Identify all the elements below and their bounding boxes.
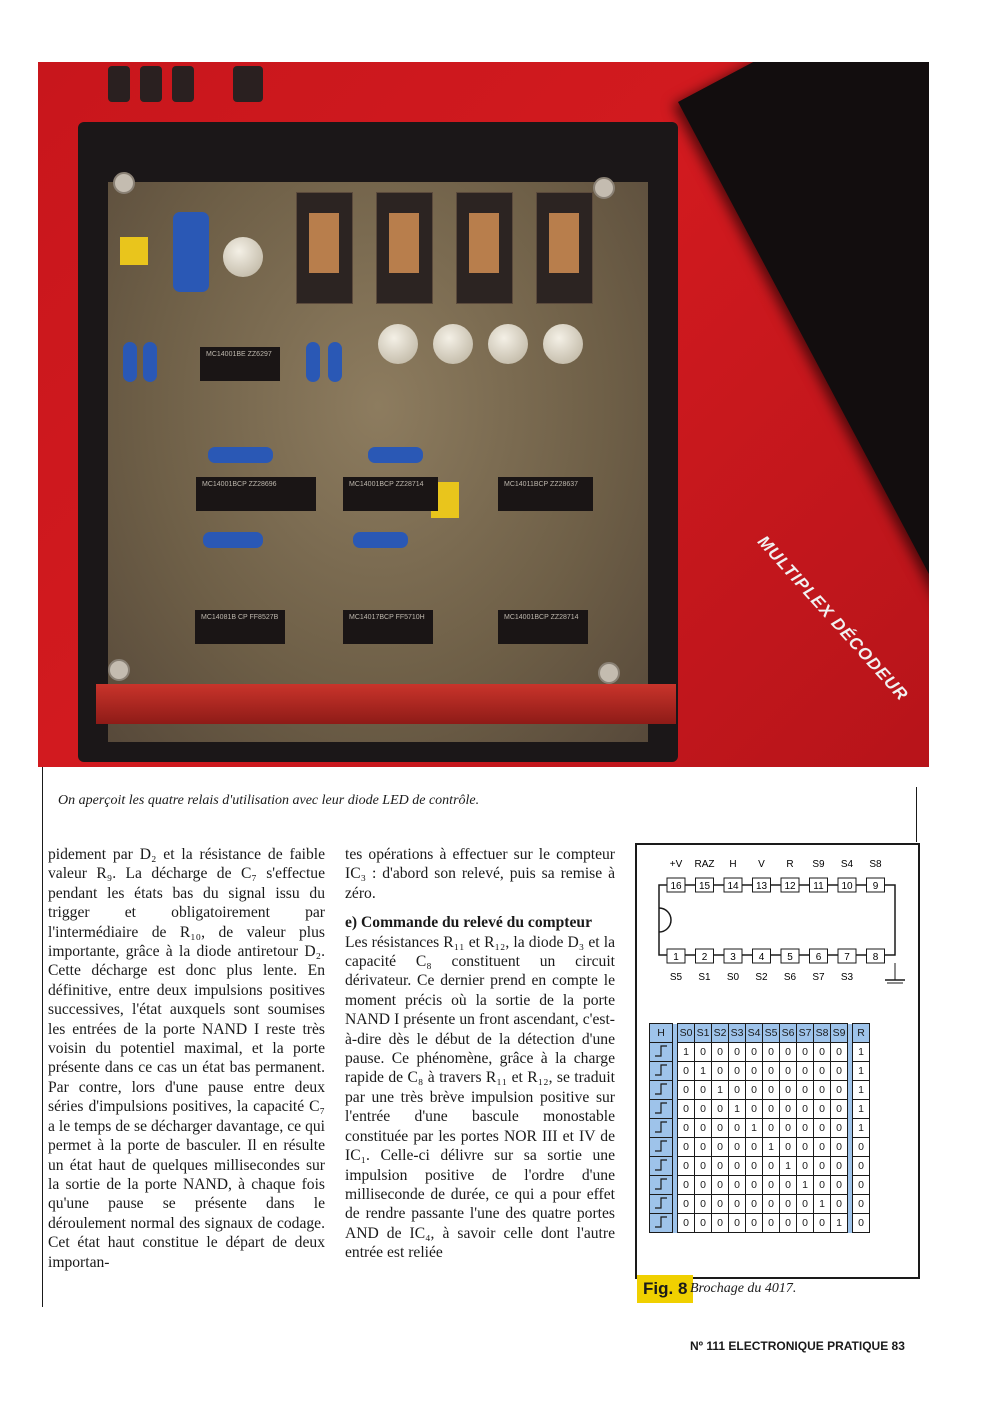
table-cell: 0: [797, 1100, 814, 1119]
lid-label: MULTIPLEX DÉCODEUR: [753, 532, 912, 705]
table-cell: 0: [678, 1157, 695, 1176]
transistor: [433, 324, 473, 364]
product-photo: [38, 62, 929, 767]
table-header-cell: S1: [695, 1024, 712, 1043]
ic-chip: MC14011BCP ZZ28637: [498, 477, 593, 511]
table-cell: 0: [678, 1062, 695, 1081]
clock-edge-icon: [650, 1138, 673, 1157]
section-heading: e) Commande du relevé du compteur: [345, 914, 593, 932]
table-cell: 0: [746, 1195, 763, 1214]
truth-table-wrap: [649, 1023, 870, 1233]
table-header-cell: S5: [763, 1024, 780, 1043]
capacitor: [203, 532, 263, 548]
photo-caption: On aperçoit les quatre relais d'utilisation avec leur diode LED de contrôle.: [58, 793, 480, 808]
bottom-pin-number: 7: [844, 952, 850, 963]
table-cell: 0: [831, 1157, 848, 1176]
table-cell: 0: [695, 1043, 712, 1062]
table-cell: 0: [695, 1157, 712, 1176]
table-row: [650, 1138, 870, 1157]
ic-chip: MC14017BCP FF5710H: [343, 610, 433, 644]
figure-tag: Fig. 8: [637, 1275, 693, 1303]
table-cell: 1: [853, 1062, 870, 1081]
table-cell: 0: [831, 1081, 848, 1100]
table-cell: 0: [729, 1176, 746, 1195]
table-cell: 0: [695, 1081, 712, 1100]
transistor: [223, 237, 263, 277]
paragraph: tes opérations à effectuer sur le compteur IC₃ : d'abord son relevé, puis sa remise à zéro.: [345, 846, 615, 902]
bottom-pin-number: 5: [787, 952, 793, 963]
text-column-1: [48, 845, 325, 1272]
table-cell: 0: [695, 1100, 712, 1119]
table-cell: 0: [831, 1176, 848, 1195]
table-cell: 0: [763, 1081, 780, 1100]
table-cell: 0: [729, 1214, 746, 1233]
table-cell: 0: [678, 1214, 695, 1233]
table-cell: 1: [797, 1176, 814, 1195]
ic-chip: MC14001BE ZZ6297: [200, 347, 280, 381]
page-footer: Nº 111 ELECTRONIQUE PRATIQUE 83: [690, 1339, 905, 1353]
top-pin-label: S4: [840, 859, 854, 870]
table-cell: 0: [712, 1195, 729, 1214]
table-cell: 1: [712, 1081, 729, 1100]
table-cell: 0: [763, 1157, 780, 1176]
table-cell: 1: [853, 1119, 870, 1138]
table-cell: 0: [831, 1138, 848, 1157]
table-cell: 0: [831, 1119, 848, 1138]
table-cell: 0: [780, 1214, 797, 1233]
table-row: [650, 1081, 870, 1100]
table-cell: 0: [746, 1176, 763, 1195]
relay: [536, 192, 593, 304]
table-cell: 0: [763, 1119, 780, 1138]
table-cell: 0: [780, 1100, 797, 1119]
front-panel: [96, 684, 676, 724]
table-header-cell: S9: [831, 1024, 848, 1043]
table-cell: 0: [853, 1214, 870, 1233]
table-cell: 0: [712, 1100, 729, 1119]
capacitor: [353, 532, 408, 548]
top-pin-label: RAZ: [694, 859, 715, 870]
table-cell: 0: [780, 1119, 797, 1138]
table-cell: 0: [729, 1119, 746, 1138]
clock-edge-icon: [650, 1176, 673, 1195]
electrolytic-capacitor: [173, 212, 209, 292]
pinout-diagram: [637, 845, 918, 1020]
top-pin-label: S9: [812, 859, 825, 870]
table-header-cell: H: [650, 1024, 673, 1043]
clock-edge-icon: [650, 1081, 673, 1100]
bottom-pin-number: 6: [815, 952, 822, 963]
table-cell: 1: [831, 1214, 848, 1233]
clock-edge-icon: [650, 1214, 673, 1233]
paragraph: pidement par D₂ et la résistance de faible valeur R₉. La décharge de C₇ s'effectue pendant les états bas du signal issu du trigger et obligatoirement par l'intermédiaire de R₁₀, de valeur plus importante, grâce à la diode antiretour D₂. Cette décharge est donc plus lente. En définitive, entre deux impulsions positives successives, l'état auxquels sont soumises les entrées de la porte NAND I reste très voisin du potentiel maximal, et la porte présente dans ce cas un état bas permanent. Par contre, lors d'une pause entre deux séries d'impulsions positives, la capacité C₇ a le temps de se décharger davantage, ce qui permet à la porte de basculer. Il en résulte un état haut de quelques millisecondes sur la sortie de la porte NAND, à chaque fois qu'une pause se présente dans le déroulement normal des signaux de codage. Cet état haut constitue le départ de deux importan-: [48, 846, 325, 1271]
bottom-pin-label: S2: [755, 972, 768, 983]
bottom-pin-label: S3: [840, 972, 854, 983]
top-pin-number: 14: [727, 881, 739, 892]
bottom-pin-label: S1: [698, 972, 711, 983]
table-cell: 0: [729, 1062, 746, 1081]
table-cell: 0: [729, 1043, 746, 1062]
table-cell: 0: [797, 1157, 814, 1176]
table-cell: 1: [678, 1043, 695, 1062]
top-pin-label: H: [729, 859, 737, 870]
table-cell: 0: [831, 1062, 848, 1081]
table-cell: 0: [797, 1081, 814, 1100]
clock-edge-icon: [650, 1062, 673, 1081]
clock-edge-icon: [650, 1195, 673, 1214]
table-cell: 0: [729, 1138, 746, 1157]
bottom-pin-number: 3: [730, 952, 736, 963]
table-row: [650, 1214, 870, 1233]
table-row: [650, 1176, 870, 1195]
table-cell: 0: [746, 1214, 763, 1233]
transistor: [488, 324, 528, 364]
table-cell: 0: [831, 1195, 848, 1214]
paragraph: Les résistances R₁₁ et R₁₂, la diode D₃ et la capacité C₈ constituent un circuit dérivateur. Ce dernier prend en compte le moment précis où la sortie de la porte NAND I présente un front ascendant, c'est-à-dire dès le début de la détection d'une pause. Ce phénomène, grâce à la charge rapide de C₈ à travers R₁₁ et R₁₂, se traduit par une très brève impulsion positive sur l'entrée d'une bascule monostable constituée par les portes NOR III et IV de IC₁. Celle-ci délivre sur sa sortie une impulsion positive de l'ordre d'une milliseconde de durée, ce qui a pour effet de rendre passante l'une des quatre portes AND de IC₄, à savoir celle dont l'autre entrée est reliée: [345, 933, 615, 1262]
table-cell: 1: [780, 1157, 797, 1176]
ic-chip: MC14001BCP ZZ28714: [498, 610, 588, 644]
table-cell: 1: [763, 1138, 780, 1157]
table-row: [650, 1157, 870, 1176]
table-cell: 0: [780, 1043, 797, 1062]
table-cell: 0: [695, 1214, 712, 1233]
table-cell: 0: [797, 1195, 814, 1214]
ic-chip: MC14001BCP ZZ28696: [196, 477, 316, 511]
table-header-cell: S6: [780, 1024, 797, 1043]
table-header-cell: S0: [678, 1024, 695, 1043]
relay: [376, 192, 433, 304]
table-row: [650, 1043, 870, 1062]
table-header-cell: S8: [814, 1024, 831, 1043]
screw: [113, 172, 135, 194]
table-row: [650, 1062, 870, 1081]
text-column-2: [345, 845, 615, 1263]
screw: [108, 659, 130, 681]
jack-connector: [108, 66, 130, 102]
screw: [598, 662, 620, 684]
capacitor: [143, 342, 157, 382]
table-cell: 0: [712, 1062, 729, 1081]
table-cell: 0: [853, 1195, 870, 1214]
top-pin-number: 15: [698, 881, 711, 892]
table-cell: 0: [780, 1138, 797, 1157]
table-cell: 1: [814, 1195, 831, 1214]
table-cell: 1: [746, 1119, 763, 1138]
table-cell: 0: [712, 1138, 729, 1157]
top-pin-number: 11: [813, 881, 824, 892]
bottom-pin-label: S7: [812, 972, 825, 983]
table-cell: 0: [797, 1043, 814, 1062]
bottom-pin-label: S5: [669, 972, 683, 983]
jack-connector: [140, 66, 162, 102]
top-pin-number: 12: [784, 881, 796, 892]
clock-edge-icon: [650, 1119, 673, 1138]
table-cell: 0: [695, 1119, 712, 1138]
table-cell: 0: [780, 1176, 797, 1195]
table-cell: 0: [814, 1176, 831, 1195]
table-cell: 0: [814, 1138, 831, 1157]
bottom-pin-label: S6: [783, 972, 797, 983]
table-cell: 0: [780, 1081, 797, 1100]
ceramic-capacitor: [120, 237, 148, 265]
bottom-pin-label: S0: [726, 972, 740, 983]
table-cell: 0: [712, 1043, 729, 1062]
truth-table: [649, 1023, 870, 1233]
table-cell: 0: [763, 1214, 780, 1233]
table-cell: 0: [763, 1043, 780, 1062]
table-cell: 0: [814, 1043, 831, 1062]
table-cell: 0: [797, 1062, 814, 1081]
table-cell: 0: [678, 1138, 695, 1157]
table-cell: 0: [814, 1214, 831, 1233]
table-cell: 0: [831, 1043, 848, 1062]
relay: [456, 192, 513, 304]
table-cell: 0: [814, 1081, 831, 1100]
table-cell: 0: [746, 1138, 763, 1157]
figure-caption: Brochage du 4017.: [690, 1281, 797, 1296]
table-header-cell: R: [853, 1024, 870, 1043]
table-cell: 0: [712, 1119, 729, 1138]
table-row: [650, 1100, 870, 1119]
clock-edge-icon: [650, 1157, 673, 1176]
table-cell: 0: [678, 1081, 695, 1100]
table-cell: 0: [695, 1138, 712, 1157]
table-cell: 0: [831, 1100, 848, 1119]
table-row: [650, 1119, 870, 1138]
table-cell: 0: [853, 1138, 870, 1157]
table-header-cell: S2: [712, 1024, 729, 1043]
table-cell: 0: [746, 1157, 763, 1176]
table-cell: 0: [746, 1062, 763, 1081]
table-cell: 0: [814, 1119, 831, 1138]
table-cell: 0: [797, 1138, 814, 1157]
screw: [593, 177, 615, 199]
table-cell: 0: [729, 1157, 746, 1176]
capacitor: [123, 342, 137, 382]
top-pin-number: 16: [670, 881, 682, 892]
table-row: [650, 1195, 870, 1214]
top-pin-label: V: [758, 859, 765, 870]
table-cell: 0: [853, 1157, 870, 1176]
top-pin-number: 10: [841, 881, 853, 892]
table-cell: 0: [678, 1176, 695, 1195]
bottom-pin-number: 1: [673, 952, 679, 963]
table-cell: 0: [746, 1100, 763, 1119]
figure-4017: [635, 843, 920, 1279]
table-cell: 0: [763, 1100, 780, 1119]
table-cell: 0: [763, 1062, 780, 1081]
table-cell: 0: [853, 1176, 870, 1195]
table-cell: 0: [695, 1176, 712, 1195]
table-cell: 0: [763, 1176, 780, 1195]
table-cell: 0: [797, 1119, 814, 1138]
table-cell: 0: [712, 1214, 729, 1233]
table-cell: 1: [853, 1100, 870, 1119]
table-cell: 0: [763, 1195, 780, 1214]
chip-body: [659, 885, 895, 955]
table-cell: 0: [797, 1214, 814, 1233]
clock-edge-icon: [650, 1043, 673, 1062]
column-rule: [42, 767, 43, 1307]
table-cell: 1: [695, 1062, 712, 1081]
transistor: [378, 324, 418, 364]
capacitor: [208, 447, 273, 463]
ic-chip: MC14081B CP FF8527B: [195, 610, 285, 644]
table-cell: 0: [814, 1157, 831, 1176]
bottom-pin-number: 4: [758, 952, 765, 963]
capacitor: [328, 342, 342, 382]
top-pin-number: 13: [755, 881, 768, 892]
table-header-cell: S7: [797, 1024, 814, 1043]
table-cell: 0: [780, 1195, 797, 1214]
relay: [296, 192, 353, 304]
jack-connector: [233, 66, 263, 102]
table-cell: 1: [853, 1081, 870, 1100]
top-pin-number: 9: [872, 881, 879, 892]
table-cell: 0: [814, 1100, 831, 1119]
capacitor: [306, 342, 320, 382]
table-header-cell: S4: [746, 1024, 763, 1043]
table-cell: 0: [729, 1081, 746, 1100]
top-pin-label: S8: [869, 859, 882, 870]
table-cell: 0: [695, 1195, 712, 1214]
table-cell: 1: [729, 1100, 746, 1119]
table-cell: 0: [712, 1176, 729, 1195]
bottom-pin-number: 8: [872, 952, 879, 963]
transistor: [543, 324, 583, 364]
table-cell: 1: [853, 1043, 870, 1062]
table-cell: 0: [746, 1081, 763, 1100]
top-pin-label: +V: [669, 859, 683, 870]
table-cell: 0: [678, 1100, 695, 1119]
table-cell: 0: [678, 1195, 695, 1214]
table-cell: 0: [746, 1043, 763, 1062]
case-lid: [678, 62, 929, 767]
ic-chip: MC14001BCP ZZ28714: [343, 477, 438, 511]
table-cell: 0: [678, 1119, 695, 1138]
table-header-cell: S3: [729, 1024, 746, 1043]
jack-connector: [172, 66, 194, 102]
table-cell: 0: [814, 1062, 831, 1081]
bottom-pin-number: 2: [701, 952, 708, 963]
table-cell: 0: [712, 1157, 729, 1176]
table-cell: 0: [729, 1195, 746, 1214]
table-cell: 0: [780, 1062, 797, 1081]
clock-edge-icon: [650, 1100, 673, 1119]
column-rule: [916, 787, 917, 842]
top-pin-label: R: [786, 859, 794, 870]
capacitor: [368, 447, 423, 463]
